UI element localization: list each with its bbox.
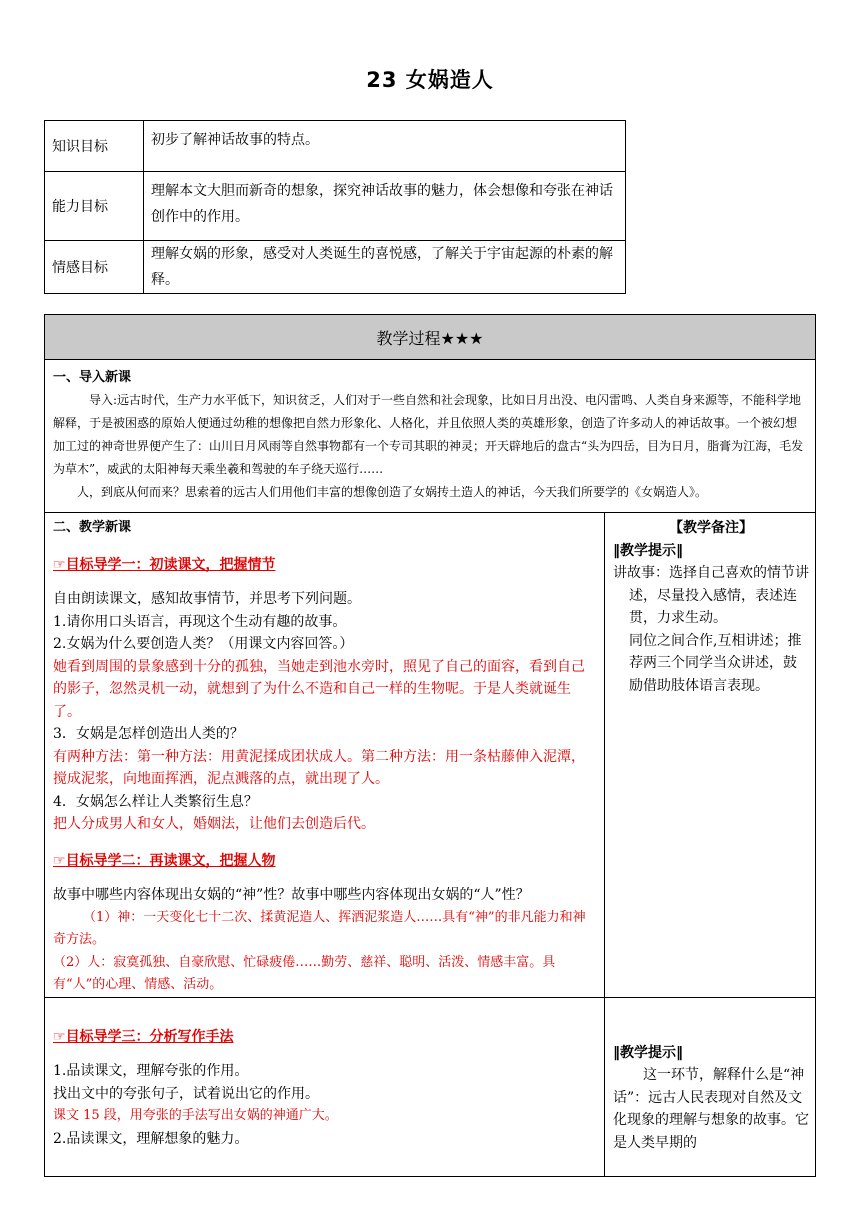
intro-section (45, 360, 816, 513)
pointing-hand-icon: ☞ (53, 556, 66, 573)
objective-label: 知识目标 (45, 121, 144, 172)
objective-value: 初步了解神话故事的特点。 (144, 121, 626, 172)
objective-row-knowledge (45, 121, 626, 172)
question: 4．女娲怎么样让人类繁衍生息？ (53, 793, 258, 810)
question: 找出文中的夸张句子，试着说出它的作用。 (53, 1085, 319, 1102)
question: 1.请你用口头语言，再现这个生动有趣的故事。 (53, 613, 347, 630)
writing-technique-section (45, 997, 605, 1176)
tip-text: 同位之间合作,互相讲述；推荐两三个同学当众讲述，鼓励借助肢体语言表现。 (629, 632, 802, 694)
tip-text: 讲故事：选择自己喜欢的情节讲述，尽量投入感情，表述连贯，力求生动。 (613, 565, 809, 626)
question: 故事中哪些内容体现出女娲的“神”性？故事中哪些内容体现出女娲的“人”性？ (53, 887, 530, 903)
intro-paragraph: 导入:远古时代，生产力水平低下，知识贫乏，人们对于一些自然和社会现象，比如日月出没、电闪雷鸣、人类自身来源等，不能科学地解释，于是被困惑的原始人便通过幼稚的想像把自然力形象化、人格化，并且依照人类的英雄形象，创造了许多动人的神话故事。一个被幻想加工过的神奇世界便产生了：山川日月风雨等自然事物都有一个专司其职的神灵；开天辟地后的盘古“头为四岳，目为日月，脂膏为江海，毛发为草木”，威武的太阳神每天乘坐羲和驾驶的车子绕天巡行…… (53, 393, 804, 476)
question: 1.品读课文，理解夸张的作用。 (53, 1063, 249, 1079)
teaching-section (45, 513, 605, 998)
instruction-text: 自由朗读课文，感知故事情节，并思考下列问题。 (53, 591, 361, 607)
tip-heading: ‖教学提示‖ (613, 542, 683, 559)
tip-heading: ‖教学提示‖ (613, 1044, 683, 1061)
answer: 有两种方法：第一种方法：用黄泥揉成团状成人。第二种方法：用一条枯藤伸入泥潭，搅成泥浆，向地面挥洒，泥点溅落的点，就出现了人。 (53, 748, 585, 787)
teaching-notes (605, 513, 816, 998)
answer: 她看到周围的景象感到十分的孤独，当她走到池水旁时，照见了自己的面容，看到自己的影子，忽然灵机一动，就想到了为什么不造和自己一样的生物呢。于是人类就诞生了。 (53, 658, 585, 720)
process-header: 教学过程★★★ (45, 315, 816, 360)
teaching-notes-2 (605, 997, 816, 1176)
notes-heading: 【教学备注】 (669, 520, 753, 536)
objective-value: 理解女娲的形象，感受对人类诞生的喜悦感，了解关于宇宙起源的朴素的解释。 (144, 241, 626, 294)
goal-heading-2: ☞目标导学二：再读课文，把握人物 (53, 852, 276, 869)
question: 2.品读课文，理解想象的魅力。 (53, 1130, 249, 1147)
objective-value: 理解本文大胆而新奇的想象，探究神话故事的魅力，体会想像和夸张在神话创作中的作用。 (144, 172, 626, 241)
pointing-hand-icon: ☞ (53, 1028, 66, 1045)
answer: 把人分成男人和女人，婚姻法，让他们去创造后代。 (53, 816, 375, 832)
objective-label: 情感目标 (45, 241, 144, 294)
section-title: 二、教学新课 (53, 520, 132, 535)
question: 3．女娲是怎样创造出人类的？ (53, 726, 244, 742)
answer: （1）神：一天变化七十二次、揉黄泥造人、挥洒泥浆造人……具有“神”的非凡能力和神奇方法。 (53, 909, 586, 947)
objective-row-emotion (45, 241, 626, 294)
process-table (44, 314, 816, 1177)
answer: （2）人：寂寞孤独、自豪欣慰、忙碌疲倦……勤劳、慈祥、聪明、活泼、情感丰富。具有“人”的心理、情感、活动。 (53, 954, 556, 992)
goal-heading-1: ☞目标导学一：初读课文，把握情节 (53, 556, 276, 573)
objective-row-ability (45, 172, 626, 241)
page-title: 23 女娲造人 (366, 68, 494, 92)
intro-paragraph: 人，到底从何而来？思索着的远古人们用他们丰富的想像创造了女娲抟土造人的神话，今天我们所要学的《女娲造人》。 (77, 485, 708, 499)
answer: 课文 15 段，用夸张的手法写出女娲的神通广大。 (53, 1108, 338, 1123)
objective-label: 能力目标 (45, 172, 144, 241)
tip-text: 这一环节，解释什么是“神话”：远古人民表现对自然及文化现象的理解与想象的故事。它是人类早期的 (613, 1067, 809, 1151)
question: 2.女娲为什么要创造人类？（用课文内容回答。） (53, 636, 354, 652)
pointing-hand-icon: ☞ (53, 852, 66, 869)
objectives-table (44, 120, 626, 294)
goal-heading-3: ☞目标导学三：分析写作手法 (53, 1028, 234, 1045)
intro-title: 一、导入新课 (53, 370, 132, 385)
